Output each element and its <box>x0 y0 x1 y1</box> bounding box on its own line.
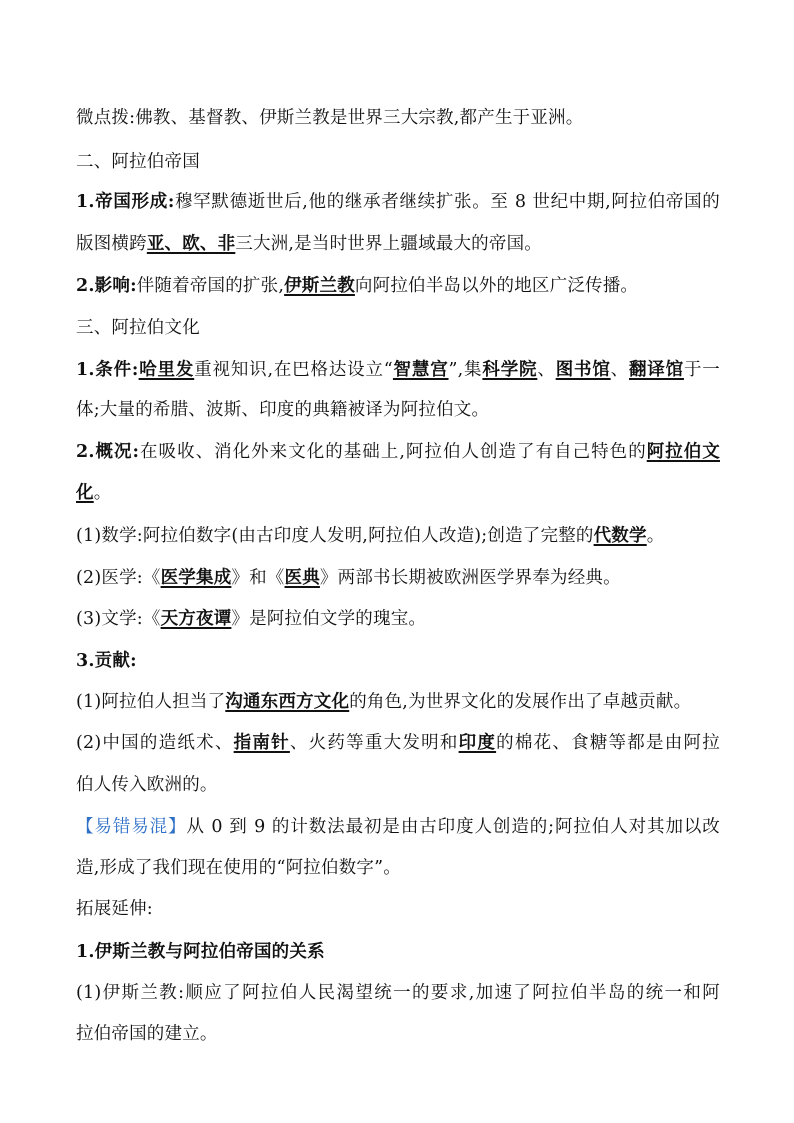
text-span: 从 0 到 9 的计数法最初是由古印度人创造的;阿拉伯人对其加以改 <box>186 817 720 837</box>
text-span: 版图横跨 <box>76 234 147 254</box>
bold-label: 1.条件: <box>76 360 139 380</box>
key-term: 图书馆 <box>555 360 611 380</box>
key-term: 医学集成 <box>160 568 232 588</box>
text-line <box>76 981 720 1005</box>
text-line <box>76 398 720 422</box>
text-span: 伴随着帝国的扩张, <box>136 276 285 296</box>
key-term: 代数学 <box>593 526 647 546</box>
key-term: 印度 <box>458 733 497 753</box>
text-line <box>76 1022 720 1046</box>
text-span: 体;大量的希腊、波斯、印度的典籍被译为阿拉伯文。 <box>76 400 490 420</box>
text-line <box>76 481 720 505</box>
note-tag: 【易错易混】 <box>76 817 187 837</box>
text-span: 》是阿拉伯文学的瑰宝。 <box>231 609 427 629</box>
text-span: 、 <box>537 360 556 380</box>
text-line <box>76 897 720 921</box>
text-line <box>76 232 720 256</box>
text-span: 》两部书长期被欧洲医学界奉为经典。 <box>319 568 621 588</box>
text-line <box>76 815 720 839</box>
text-line <box>76 316 720 340</box>
text-span: (2)中国的造纸术、 <box>76 733 234 753</box>
text-line <box>76 566 720 590</box>
text-span: 二、阿拉伯帝国 <box>76 152 200 172</box>
text-line <box>76 607 720 631</box>
key-term: 沟通东西方文化 <box>225 692 350 712</box>
text-span: 》和《 <box>231 568 285 588</box>
text-span: 伯人传入欧洲的。 <box>76 775 218 795</box>
text-span: 穆罕默德逝世后,他的继承者继续扩张。至 8 世纪中期,阿拉伯帝国的 <box>174 192 720 212</box>
text-line <box>76 190 720 214</box>
text-line <box>76 856 720 880</box>
bold-label: 3.贡献: <box>76 651 137 671</box>
text-line <box>76 731 720 755</box>
text-span: (1)数学:阿拉伯数字(由古印度人发明,阿拉伯人改造);创造了完整的 <box>76 526 594 546</box>
text-line <box>76 649 720 673</box>
text-span: (3)文学:《 <box>76 609 161 629</box>
key-term: 伊斯兰教 <box>284 276 355 296</box>
text-line <box>76 274 720 298</box>
text-span: 于一 <box>683 360 720 380</box>
text-span: (1)阿拉伯人担当了 <box>76 692 226 712</box>
bold-label: 2.影响: <box>76 276 137 296</box>
text-line <box>76 940 720 964</box>
bold-label: 1.伊斯兰教与阿拉伯帝国的关系 <box>76 942 325 962</box>
text-span: 造,形成了我们现在使用的“阿拉伯数字”。 <box>76 858 401 878</box>
key-term: 科学院 <box>482 360 538 380</box>
key-term: 亚、欧、非 <box>146 234 236 254</box>
text-span: 。 <box>646 526 665 546</box>
text-line <box>76 773 720 797</box>
text-span: 微点拨:佛教、基督教、伊斯兰教是世界三大宗教,都产生于亚洲。 <box>76 108 584 128</box>
text-span: (1)伊斯兰教:顺应了阿拉伯人民渴望统一的要求,加速了阿拉伯半岛的统一和阿 <box>76 983 720 1003</box>
text-line <box>76 106 720 130</box>
key-term: 翻译馆 <box>628 360 684 380</box>
text-line <box>76 150 720 174</box>
text-span: 的棉花、食糖等都是由阿拉 <box>496 733 720 753</box>
text-span: 三、阿拉伯文化 <box>76 318 200 338</box>
text-span: 向阿拉伯半岛以外的地区广泛传播。 <box>354 276 639 296</box>
text-span: 拓展延伸: <box>76 899 153 919</box>
bold-label: 1.帝国形成: <box>76 192 175 212</box>
key-term: 指南针 <box>233 733 290 753</box>
key-term: 天方夜谭 <box>160 609 232 629</box>
key-term: 哈里发 <box>138 360 195 380</box>
text-span: (2)医学:《 <box>76 568 161 588</box>
text-span: 。 <box>93 483 112 503</box>
text-span: 重视知识,在巴格达设立“ <box>194 360 393 380</box>
text-span: 、火药等重大发明和 <box>289 733 459 753</box>
key-term: 化 <box>76 483 94 503</box>
text-line <box>76 524 720 548</box>
text-span: 三大洲,是当时世界上疆域最大的帝国。 <box>235 234 542 254</box>
key-term: 医典 <box>284 568 320 588</box>
text-span: 、 <box>610 360 629 380</box>
text-span: 的角色,为世界文化的发展作出了卓越贡献。 <box>349 692 692 712</box>
text-span: ”,集 <box>448 360 483 380</box>
bold-label: 2.概况: <box>76 442 140 462</box>
text-line <box>76 440 720 464</box>
text-span: 拉伯帝国的建立。 <box>76 1024 218 1044</box>
text-line <box>76 358 720 382</box>
key-term: 阿拉伯文 <box>646 442 720 462</box>
text-line <box>76 690 720 714</box>
key-term: 智慧宫 <box>392 360 449 380</box>
text-span: 在吸收、消化外来文化的基础上,阿拉伯人创造了有自己特色的 <box>139 442 647 462</box>
